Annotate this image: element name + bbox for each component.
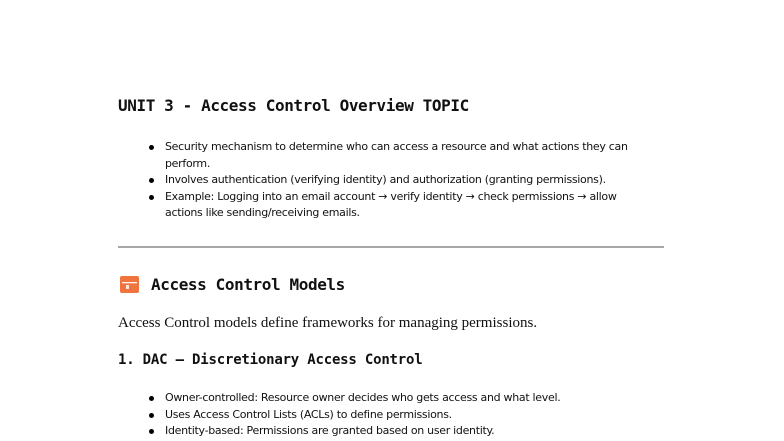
overview-bullet-list <box>118 139 655 222</box>
list-item: Involves authentication (verifying identity) and authorization (granting permissions). <box>118 172 655 189</box>
models-section-title: Access Control Models <box>151 275 345 294</box>
list-item: Uses Access Control Lists (ACLs) to define permissions. <box>118 407 655 424</box>
unit-title: UNIT 3 - Access Control Overview TOPIC <box>118 96 469 115</box>
models-description: Access Control models define frameworks for managing permissions. <box>118 315 538 331</box>
list-item: Example: Logging into an email account → verify identity → check permissions → allow actions like sending/receiving emails. <box>118 189 655 222</box>
list-item: Owner-controlled: Resource owner decides who gets access and what level. <box>118 390 655 407</box>
list-item: Identity-based: Permissions are granted based on user identity. <box>118 423 655 440</box>
section-divider <box>118 246 664 248</box>
folder-icon <box>120 276 139 293</box>
list-item: Security mechanism to determine who can access a resource and what actions they can perform. <box>118 139 655 172</box>
dac-bullet-list <box>118 390 655 440</box>
dac-section-title: 1. DAC – Discretionary Access Control <box>118 352 423 368</box>
